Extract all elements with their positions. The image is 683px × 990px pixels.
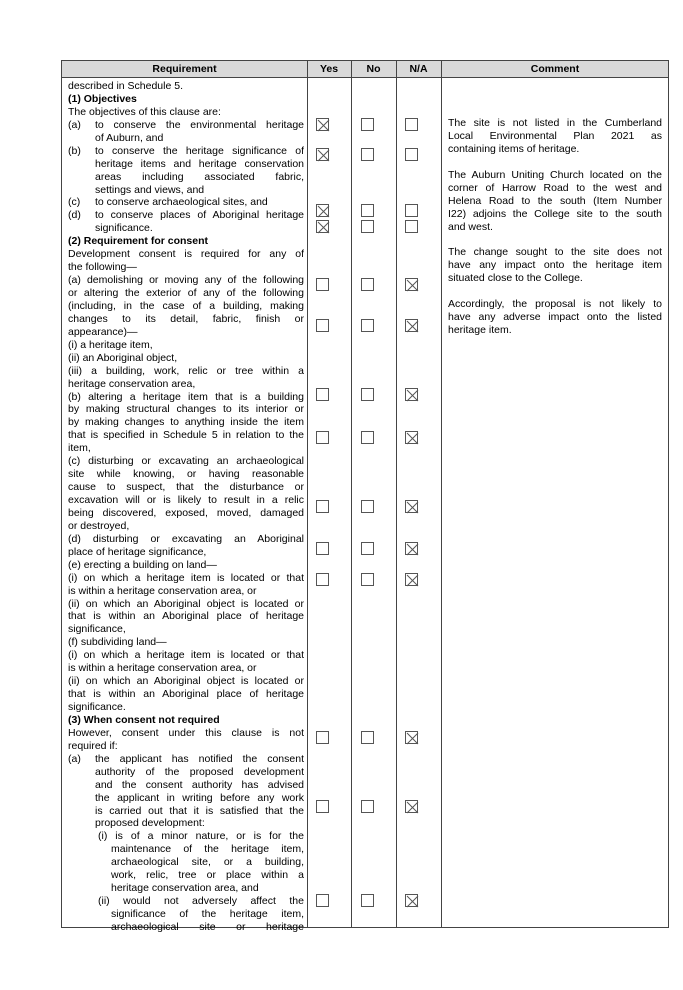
requirement-line-text: (including, in the case of a building, making bbox=[68, 299, 304, 312]
requirement-line bbox=[68, 856, 304, 869]
checkbox-na[interactable] bbox=[405, 731, 418, 744]
check-x-icon bbox=[317, 149, 330, 162]
checkbox-yes[interactable] bbox=[316, 220, 329, 233]
requirement-line bbox=[68, 416, 304, 429]
requirement-line bbox=[68, 222, 304, 235]
requirement-line bbox=[68, 93, 304, 106]
check-x-icon bbox=[406, 732, 419, 745]
requirement-line-text: cause to suspect, that the disturbance or bbox=[68, 481, 304, 494]
requirement-line bbox=[68, 688, 304, 701]
requirement-line bbox=[68, 481, 304, 494]
requirement-line bbox=[68, 235, 304, 248]
requirement-line-text: by making structural changes to its interior or bbox=[68, 403, 304, 416]
checkbox-na[interactable] bbox=[405, 319, 418, 332]
requirement-line-text: archaeological site, or a building, bbox=[111, 856, 304, 869]
check-x-icon bbox=[317, 119, 330, 132]
column-divider bbox=[307, 61, 308, 927]
paragraph-gap bbox=[448, 233, 662, 246]
requirement-line bbox=[68, 378, 304, 391]
requirement-line bbox=[68, 727, 304, 740]
checkbox-no[interactable] bbox=[361, 319, 374, 332]
checkbox-no[interactable] bbox=[361, 118, 374, 131]
checkbox-no[interactable] bbox=[361, 278, 374, 291]
header-na: N/A bbox=[409, 63, 428, 75]
checkbox-na[interactable] bbox=[405, 894, 418, 907]
requirement-line bbox=[68, 908, 304, 921]
requirement-line-text: However, consent under this clause is not bbox=[68, 726, 304, 739]
requirement-line-text: (1) Objectives bbox=[68, 92, 137, 105]
requirement-line bbox=[68, 196, 304, 209]
checkbox-no[interactable] bbox=[361, 220, 374, 233]
checkbox-no[interactable] bbox=[361, 894, 374, 907]
requirement-line-text: item, bbox=[68, 442, 91, 455]
requirement-line-text: areas including associated fabric, bbox=[95, 170, 304, 183]
checkbox-yes[interactable] bbox=[316, 118, 329, 131]
header-no: No bbox=[366, 63, 381, 75]
requirements-table bbox=[61, 60, 669, 933]
checkbox-no[interactable] bbox=[361, 500, 374, 513]
requirement-line bbox=[68, 830, 304, 843]
list-marker: (a) bbox=[68, 118, 81, 131]
requirement-line-text: the applicant has notified the consent bbox=[95, 752, 304, 765]
requirement-line-text: significance of the heritage item, bbox=[111, 908, 304, 920]
requirement-line-text: (ii) would not adversely affect the bbox=[98, 895, 304, 908]
checkbox-yes[interactable] bbox=[316, 148, 329, 161]
requirement-line-text: (d) disturbing or excavating an Aboriginal bbox=[68, 532, 304, 545]
requirement-line-text: (b) altering a heritage item that is a building bbox=[68, 390, 304, 403]
requirement-line-text: (ii) an Aboriginal object, bbox=[68, 351, 178, 364]
requirement-line-text: by making changes to anything inside the item bbox=[68, 416, 304, 429]
requirement-line bbox=[68, 352, 304, 365]
header-requirement: Requirement bbox=[152, 63, 217, 75]
check-x-icon bbox=[406, 320, 419, 333]
checkbox-na[interactable] bbox=[405, 278, 418, 291]
requirement-line bbox=[68, 895, 304, 908]
requirement-line bbox=[68, 391, 304, 404]
requirement-line-text: (ii) on which an Aboriginal object is located or bbox=[68, 675, 304, 688]
header-comment: Comment bbox=[530, 63, 580, 75]
check-x-icon bbox=[317, 205, 330, 218]
requirement-line bbox=[68, 598, 304, 611]
requirement-line bbox=[68, 287, 304, 300]
requirement-line bbox=[68, 701, 304, 714]
checkbox-yes[interactable] bbox=[316, 431, 329, 444]
list-marker: (a) bbox=[68, 752, 81, 765]
requirement-line bbox=[68, 326, 304, 339]
paragraph-gap bbox=[448, 156, 662, 169]
requirement-line-text: (i) on which a heritage item is located or that bbox=[68, 571, 304, 584]
checkbox-yes[interactable] bbox=[316, 204, 329, 217]
paragraph-gap bbox=[448, 285, 662, 298]
requirement-line-text: appearance)— bbox=[68, 325, 138, 338]
column-divider bbox=[441, 61, 442, 927]
requirement-line-text: (3) When consent not required bbox=[68, 713, 220, 726]
requirement-line bbox=[68, 184, 304, 197]
requirement-line-text: The objectives of this clause are: bbox=[68, 105, 221, 118]
requirement-line-text: proposed development: bbox=[95, 817, 205, 830]
list-marker: (c) bbox=[68, 196, 81, 209]
requirement-line-text: (c) disturbing or excavating an archaeological bbox=[68, 455, 304, 468]
requirement-line bbox=[68, 339, 304, 352]
check-x-icon bbox=[406, 543, 419, 556]
requirement-line-text: to conserve places of Aboriginal heritage bbox=[95, 209, 304, 222]
checkbox-yes[interactable] bbox=[316, 800, 329, 813]
requirement-line bbox=[68, 313, 304, 326]
checkbox-yes[interactable] bbox=[316, 500, 329, 513]
checkbox-na[interactable] bbox=[405, 388, 418, 401]
requirement-line bbox=[68, 559, 304, 572]
requirement-line bbox=[68, 106, 304, 119]
checkbox-no[interactable] bbox=[361, 431, 374, 444]
checkbox-no[interactable] bbox=[361, 731, 374, 744]
requirement-line bbox=[68, 817, 304, 830]
checkbox-na[interactable] bbox=[405, 431, 418, 444]
requirement-line-text: significance. bbox=[68, 701, 126, 713]
checkbox-na[interactable] bbox=[405, 500, 418, 513]
requirement-line bbox=[68, 520, 304, 533]
list-marker: (d) bbox=[68, 209, 81, 222]
requirement-line-text: excavation will or is likely to result in a relic bbox=[68, 494, 304, 506]
comment-line: corner of Harrow Road to the west and bbox=[448, 181, 662, 194]
comment-line: containing items of heritage. bbox=[448, 142, 580, 155]
checkbox-no[interactable] bbox=[361, 800, 374, 813]
requirement-line bbox=[68, 468, 304, 481]
requirement-line bbox=[68, 442, 304, 455]
comment-line: Accordingly, the proposal is not likely to bbox=[448, 298, 662, 311]
requirement-line-text: heritage conservation area, and bbox=[111, 882, 259, 895]
requirement-line bbox=[68, 429, 304, 442]
requirement-line bbox=[68, 610, 304, 623]
requirement-line bbox=[68, 843, 304, 856]
requirement-line bbox=[68, 158, 304, 171]
checkbox-yes[interactable] bbox=[316, 278, 329, 291]
requirement-line-text: the applicant in writing before any work bbox=[95, 791, 304, 804]
checkbox-yes[interactable] bbox=[316, 573, 329, 586]
checkbox-na[interactable] bbox=[405, 542, 418, 555]
requirement-line bbox=[68, 572, 304, 585]
header-yes: Yes bbox=[319, 63, 339, 75]
table-header-row bbox=[62, 61, 668, 78]
requirement-line-text: that is within an Aboriginal place of heritage bbox=[68, 610, 304, 623]
requirement-line bbox=[68, 455, 304, 468]
requirement-line-text: (i) a heritage item, bbox=[68, 338, 153, 351]
requirement-line-text: (e) erecting a building on land— bbox=[68, 558, 217, 571]
requirement-line-text: that is within an Aboriginal place of heritage bbox=[68, 688, 304, 701]
requirement-line-text: site while knowing, or having reasonable bbox=[68, 468, 304, 481]
requirement-line-text: (i) is of a minor nature, or is for the bbox=[98, 830, 304, 843]
requirement-line bbox=[68, 119, 304, 132]
requirement-line-text: changes to its detail, fabric, finish or bbox=[68, 312, 304, 325]
requirement-line bbox=[68, 766, 304, 779]
requirement-line bbox=[68, 662, 304, 675]
requirement-line-text: work, relic, tree or place within a bbox=[111, 869, 304, 882]
comment-line: have any adverse impact onto the listed bbox=[448, 311, 662, 324]
checkbox-no[interactable] bbox=[361, 388, 374, 401]
requirement-line-text: archaeological site or heritage bbox=[111, 920, 304, 933]
column-divider bbox=[351, 61, 352, 927]
requirement-line-text: (i) on which a heritage item is located or that bbox=[68, 649, 304, 662]
requirement-line bbox=[68, 507, 304, 520]
checkbox-yes[interactable] bbox=[316, 542, 329, 555]
requirement-line-text: (ii) on which an Aboriginal object is located or bbox=[68, 597, 304, 610]
comment-line: The site is not listed in the Cumberland bbox=[448, 117, 662, 129]
requirement-line bbox=[68, 365, 304, 378]
requirement-line-text: authority of the proposed development bbox=[95, 765, 304, 778]
comment-line: and west. bbox=[448, 220, 493, 233]
requirement-line bbox=[68, 403, 304, 416]
requirement-line bbox=[68, 261, 304, 274]
requirement-line-text: to conserve archaeological sites, and bbox=[95, 196, 268, 209]
requirement-line bbox=[68, 623, 304, 636]
requirement-line bbox=[68, 753, 304, 766]
requirement-line-text: described in Schedule 5. bbox=[68, 80, 183, 92]
requirement-line bbox=[68, 805, 304, 818]
requirement-line-text: (2) Requirement for consent bbox=[68, 235, 209, 248]
checkbox-yes[interactable] bbox=[316, 894, 329, 907]
requirement-line bbox=[68, 274, 304, 287]
requirement-line bbox=[68, 869, 304, 882]
requirement-line bbox=[68, 533, 304, 546]
check-x-icon bbox=[406, 801, 419, 814]
requirement-line-text: being discovered, exposed, moved, damaged bbox=[68, 506, 304, 519]
comment-line: have any impact onto the heritage item bbox=[448, 259, 662, 272]
checkbox-yes[interactable] bbox=[316, 388, 329, 401]
check-x-icon bbox=[406, 279, 419, 292]
requirement-line bbox=[68, 171, 304, 184]
checkbox-na[interactable] bbox=[405, 573, 418, 586]
requirement-line bbox=[68, 546, 304, 559]
check-x-icon bbox=[406, 501, 419, 514]
requirement-line bbox=[68, 882, 304, 895]
requirement-line-text: settings and views, and bbox=[95, 183, 205, 196]
requirement-line bbox=[68, 300, 304, 313]
requirement-line-text: or altering the exterior of any of the following bbox=[68, 287, 304, 299]
checkbox-na[interactable] bbox=[405, 800, 418, 813]
requirement-line bbox=[68, 248, 304, 261]
requirement-line bbox=[68, 209, 304, 222]
requirement-line-text: Development consent is required for any of bbox=[68, 248, 304, 261]
comment-line: I22) adjoins the College site to the south bbox=[448, 207, 662, 220]
requirement-line-text: (a) demolishing or moving any of the following bbox=[68, 274, 304, 287]
requirement-line-text: the following— bbox=[68, 261, 137, 274]
requirement-line-text: place of heritage significance, bbox=[68, 545, 207, 558]
requirement-line bbox=[68, 145, 304, 158]
requirement-line bbox=[68, 494, 304, 507]
requirement-line bbox=[68, 792, 304, 805]
requirement-line-text: is within a heritage conservation area, or bbox=[68, 662, 257, 675]
checkbox-no[interactable] bbox=[361, 573, 374, 586]
checkbox-yes[interactable] bbox=[316, 319, 329, 332]
check-x-icon bbox=[406, 389, 419, 402]
requirement-line-text: to conserve the heritage significance of bbox=[95, 144, 304, 157]
checkbox-no[interactable] bbox=[361, 148, 374, 161]
requirement-line-text: or destroyed, bbox=[68, 519, 130, 532]
checkbox-na[interactable] bbox=[405, 204, 418, 217]
requirement-line-text: of Auburn, and bbox=[95, 131, 164, 144]
check-x-icon bbox=[406, 895, 419, 908]
requirement-line bbox=[68, 779, 304, 792]
column-divider bbox=[396, 61, 397, 927]
requirement-line-text: heritage conservation area, bbox=[68, 377, 196, 390]
comment-line: Helena Road to the south (Item Number bbox=[448, 194, 662, 207]
requirement-line-text: is within a heritage conservation area, or bbox=[68, 584, 257, 597]
list-marker: (b) bbox=[68, 144, 81, 157]
requirement-line-text: and the consent authority has advised bbox=[95, 778, 304, 791]
comment-line: heritage item. bbox=[448, 324, 512, 336]
requirement-line bbox=[68, 921, 304, 934]
requirement-line-text: (f) subdividing land— bbox=[68, 636, 167, 649]
requirement-line-text: heritage items and heritage conservation bbox=[95, 157, 304, 170]
check-x-icon bbox=[317, 221, 330, 234]
checkbox-no[interactable] bbox=[361, 204, 374, 217]
checkbox-no[interactable] bbox=[361, 542, 374, 555]
checkbox-yes[interactable] bbox=[316, 731, 329, 744]
requirement-text bbox=[68, 80, 304, 934]
comment-text bbox=[448, 117, 662, 337]
comment-line: Local Environmental Plan 2021 as bbox=[448, 129, 662, 142]
checkbox-na[interactable] bbox=[405, 118, 418, 131]
requirement-line bbox=[68, 132, 304, 145]
requirement-line-text: is carried out that it is satisfied that the bbox=[95, 804, 304, 817]
requirement-line bbox=[68, 714, 304, 727]
requirement-line bbox=[68, 740, 304, 753]
requirement-line-text: that is specified in Schedule 5 in relation to the bbox=[68, 429, 304, 442]
checkbox-na[interactable] bbox=[405, 220, 418, 233]
checkbox-na[interactable] bbox=[405, 148, 418, 161]
requirement-line-text: significance, bbox=[68, 623, 126, 636]
comment-line: The change sought to the site does not bbox=[448, 246, 662, 259]
requirement-line bbox=[68, 649, 304, 662]
requirement-line bbox=[68, 80, 304, 93]
requirement-line bbox=[68, 636, 304, 649]
requirement-line-text: maintenance of the heritage item, bbox=[111, 843, 304, 856]
requirement-line-text: required if: bbox=[68, 739, 118, 752]
requirement-line bbox=[68, 585, 304, 598]
check-x-icon bbox=[406, 574, 419, 587]
comment-line: The Auburn Uniting Church located on the bbox=[448, 168, 662, 181]
comment-line: situated close to the College. bbox=[448, 272, 583, 285]
check-x-icon bbox=[406, 432, 419, 445]
requirement-line-text: (iii) a building, work, relic or tree within a bbox=[68, 364, 304, 377]
requirement-line bbox=[68, 675, 304, 688]
requirement-line-text: to conserve the environmental heritage bbox=[95, 118, 304, 131]
requirement-line-text: significance. bbox=[95, 222, 153, 235]
